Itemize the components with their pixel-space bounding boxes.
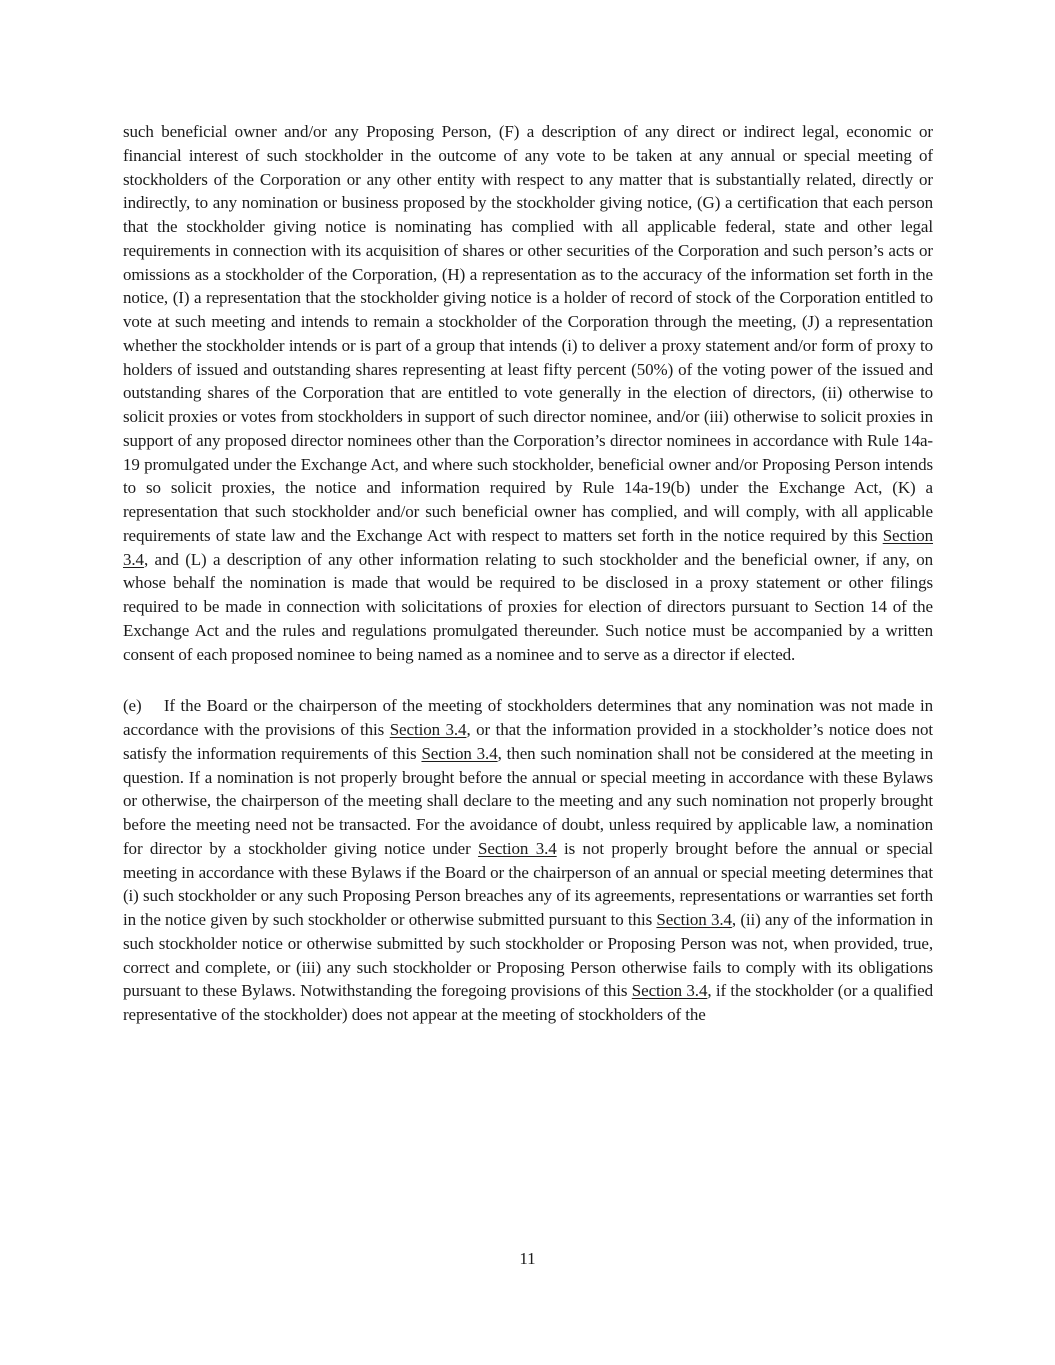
text-segment: , (ii) any of the information in such stockholder notice or otherwise submitted by such stockholder or Proposing Person was not, when provided, true, correct and complete, or (iii) any such stockholder or Proposing Person otherwise fails to comply with its obligations pursuant to these Bylaws. Notwithstanding the foregoing provisions of this [123, 910, 933, 1001]
section-reference: Section 3.4 [631, 981, 708, 1001]
section-reference: Section 3.4 [656, 910, 732, 929]
text-segment: , if the stockholder (or a qualified representative of the stockholder) does not appear at the meeting of stockholders of the [123, 981, 934, 1024]
body-text [123, 120, 933, 1027]
text-segment: , then such nomination shall not be considered at the meeting in question. If a nomination is not properly brought before the annual or special meeting in accordance with these Bylaws or otherwise, the chairperson of the meeting shall declare to the meeting and any such nomination not properly brought before the meeting need not be transacted. For the avoidance of doubt, unless required by applicable law, a nomination for director by a stockholder giving notice under [123, 743, 933, 858]
section-reference: Section 3.4 [389, 720, 467, 739]
section-reference: Section 3.4 [478, 838, 557, 858]
text-segment: (e) If the Board or the chairperson of the meeting of stockholders determines that any nomination was not made in accordance with the provisions of this [123, 696, 933, 739]
text-segment: is not properly brought before the annual or special meeting in accordance with these Bylaws if the Board or the chairperson of an annual or special meeting determines that (i) such stockholder or any such Proposing Person breaches any of its agreements, representations or warranties set forth in the notice given by such stockholder or otherwise submitted pursuant to this [123, 838, 934, 929]
text-segment: such beneficial owner and/or any Proposing Person, (F) a description of any direct or indirect legal, economic or financial interest of such stockholder in the outcome of any vote to be taken at any annual or special meeting of stockholders of the Corporation or any other entity with respect to any matter that is substantially related, directly or indirectly, to any nomination or business proposed by the stockholder giving notice, (G) a certification that each person that the stockholder giving notice is nominating has complied with all applicable federal, state and other legal requirements in connection with its acquisition of shares or other securities of the Corporation and such person’s acts or omissions as a stockholder of the Corporation, (H) a representation as to the accuracy of the information set forth in the notice, (I) a representation that the stockholder giving notice is a holder of record of stock of the Corporation entitled to vote at such meeting and intends to remain a stockholder of the Corporation through the meeting, (J) a representation whether the stockholder intends or is part of a group that intends (i) to deliver a proxy statement and/or form of proxy to holders of issued and outstanding shares representing at least fifty percent (50%) of the voting power of the issued and outstanding shares of the Corporation that are entitled to vote generally in the election of directors, (ii) otherwise to solicit proxies or votes from stockholders in support of such director nominee, and/or (iii) otherwise to solicit proxies in support of any proposed director nominees other than the Corporation’s director nominees in accordance with Rule 14a-19 promulgated under the Exchange Act, and where such stockholder, beneficial owner and/or Proposing Person intends to so solicit proxies, the notice and information required by Rule 14a-19(b) under the Exchange Act, (K) a representation that such stockholder and/or such beneficial owner has complied, and will comply, with all applicable requirements of state law and the Exchange Act with respect to matters set forth in the notice required by this [123, 122, 933, 545]
section-reference: Section 3.4 [421, 743, 498, 763]
paragraph-continuation [123, 120, 933, 666]
paragraph-e [123, 694, 933, 1027]
section-reference: Section 3.4 [123, 525, 933, 569]
page-number: 11 [519, 1249, 536, 1268]
text-segment: , and (L) a description of any other information relating to such stockholder and the beneficial owner, if any, on whose behalf the nomination is made that would be required to be disclosed in a proxy statement or other filings required to be made in connection with solicitations of proxies for election of directors pursuant to Section 14 of the Exchange Act and the rules and regulations promulgated thereunder. Such notice must be accompanied by a written consent of each proposed nominee to being named as a nominee and to serve as a director if elected. [123, 549, 933, 664]
text-segment: , or that the information provided in a stockholder’s notice does not satisfy the information requirements of this [123, 720, 933, 763]
